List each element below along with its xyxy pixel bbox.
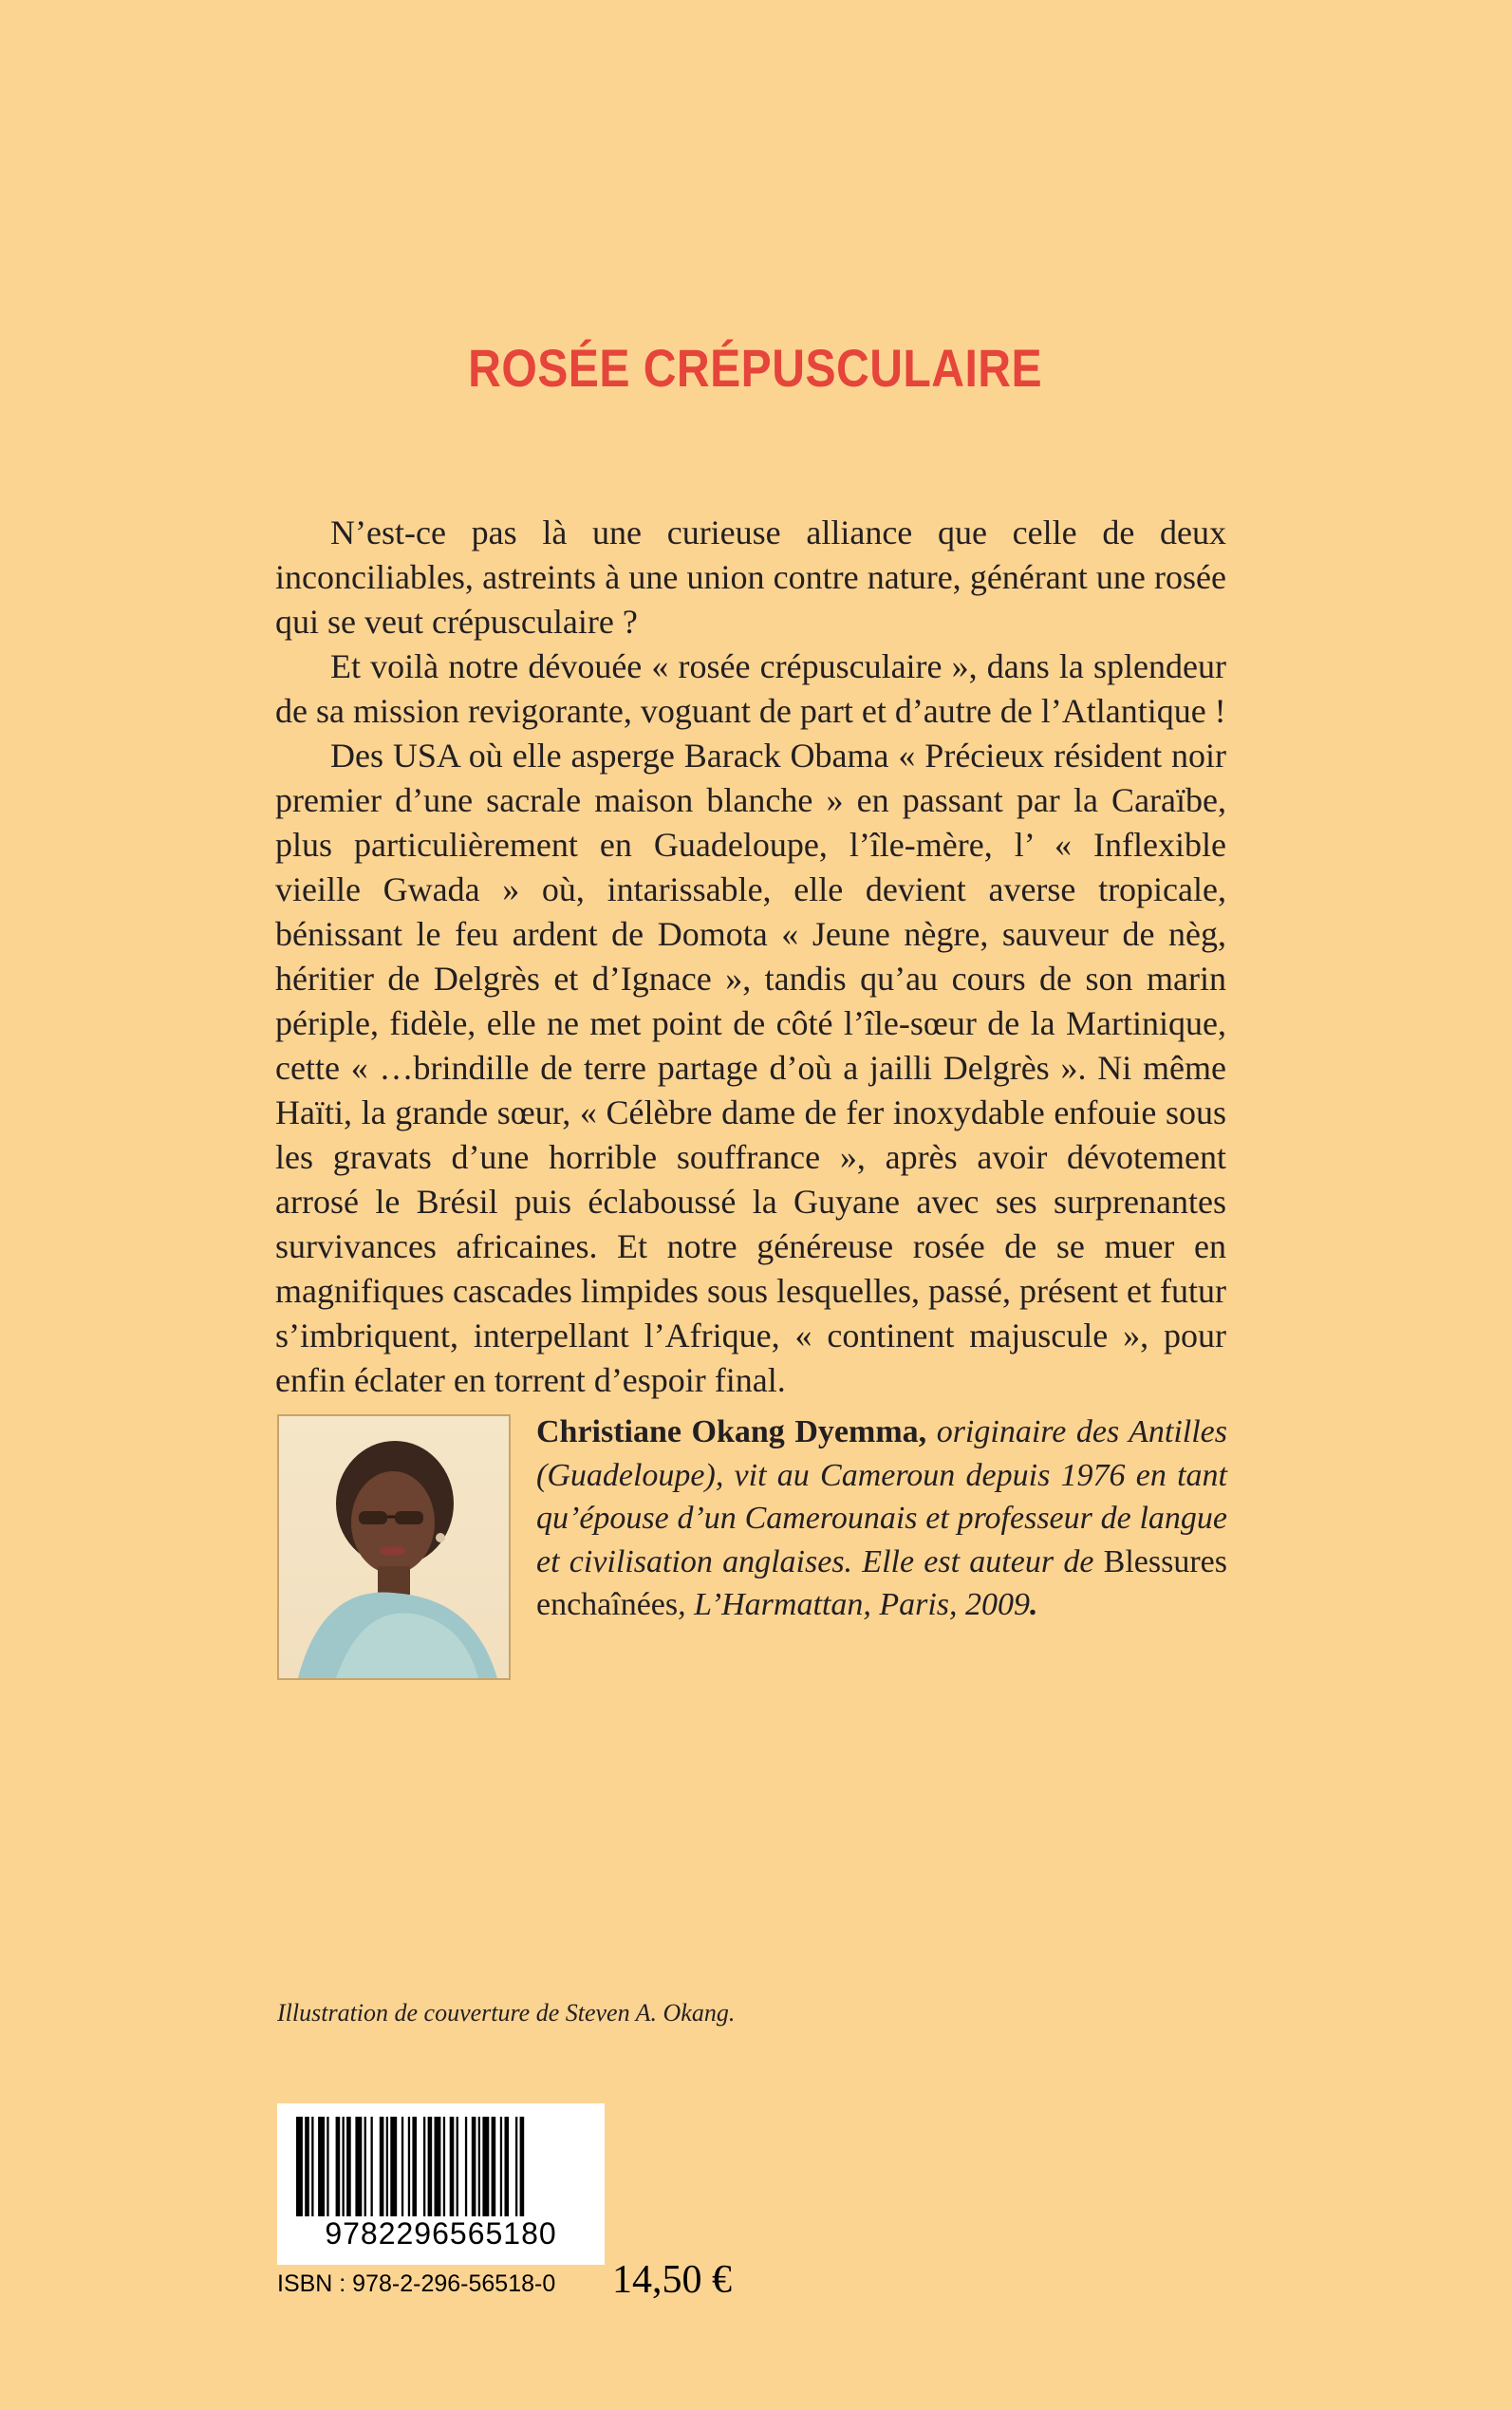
bio-text-2: , L’Harmattan, Paris, 2009 bbox=[678, 1587, 1031, 1622]
book-title: ROSÉE CRÉPUSCULAIRE bbox=[468, 338, 1043, 398]
bio-text-1: originaire des Antilles (Guadeloupe), vit au Cameroun depuis 1976 en tant qu’épouse d’un Camerounais et professeur de langue et civilisation anglaises. Elle est auteur de bbox=[536, 1414, 1228, 1579]
barcode-bars bbox=[296, 2117, 586, 2216]
barcode-digits: 9782296565180 bbox=[325, 2216, 557, 2251]
barcode bbox=[277, 2103, 605, 2265]
author-bio bbox=[536, 1411, 1227, 1627]
cover-illustration-credit: Illustration de couverture de Steven A. Okang. bbox=[277, 1999, 736, 2027]
isbn-number: ISBN : 978-2-296-56518-0 bbox=[277, 2270, 556, 2297]
blurb-paragraph-2: Et voilà notre dévouée « rosée crépusculaire », dans la splendeur de sa mission revigorante, voguant de part et d’autre de l’Atlantique ! bbox=[275, 647, 1226, 730]
bio-end: . bbox=[1030, 1587, 1038, 1622]
price: 14,50 € bbox=[612, 2258, 732, 2302]
blurb-paragraph-1: N’est-ce pas là une curieuse alliance que celle de deux inconciliables, astreints à une union contre nature, générant une rosée qui se veut crépusculaire ? bbox=[275, 514, 1226, 641]
bio-book-title: Blessures enchaînées bbox=[536, 1543, 1227, 1622]
author-name: Christiane Okang Dyemma, bbox=[536, 1414, 927, 1449]
blurb-paragraph-3: Des USA où elle asperge Barack Obama « Précieux résident noir premier d’une sacrale maison blanche » en passant par la Caraïbe, plus particulièrement en Guadeloupe, l’île-mère, l’ « Inflexible vieille Gwada » où, intarissable, elle devient averse tropicale, bénissant le feu ardent de Domota « Jeune nègre, sauveur de nèg, héritier de Delgrès et d’Ignace », tandis qu’au cours de son marin périple, fidèle, elle ne met point de côté l’île-sœur de la Martinique, cette « …brindille de terre partage d’où a jailli Delgrès ». Ni même Haïti, la grande sœur, « Célèbre dame de fer inoxydable enfouie sous les gravats d’une horrible souffrance », après avoir dévotement arrosé le Brésil puis éclaboussé la Guyane avec ses surprenantes survivances africaines. Et notre généreuse rosée de se muer en magnifiques cascades limpides sous lesquelles, passé, présent et futur s’imbriquent, interpellant l’Afrique, « continent majuscule », pour enfin éclater en torrent d’espoir final. bbox=[275, 737, 1226, 1399]
author-photo bbox=[277, 1414, 511, 1680]
back-cover-blurb bbox=[275, 511, 1226, 1403]
